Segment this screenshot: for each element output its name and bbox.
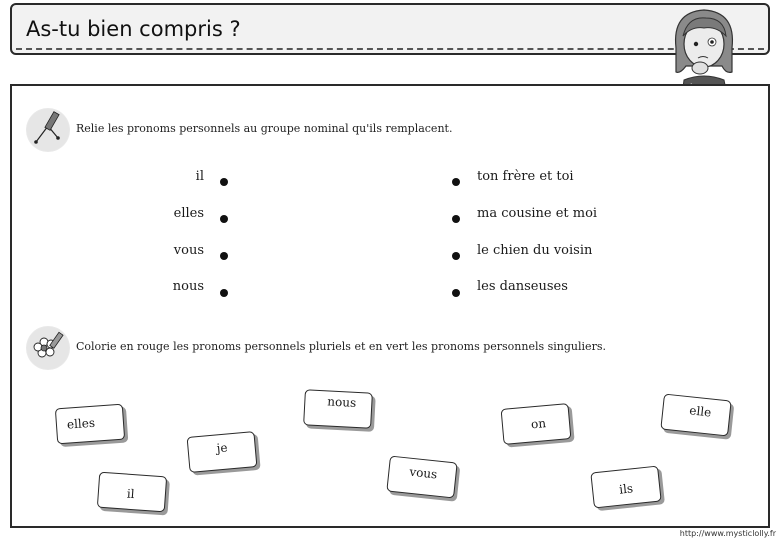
pronoun-vous: vous xyxy=(173,243,204,258)
card-label: on xyxy=(530,416,547,432)
exercise2-instruction: Colorie en rouge les pronoms personnels pluriels et en vert les pronoms personnels singuliers. xyxy=(76,340,606,353)
flower-coloring-icon xyxy=(26,326,70,370)
pronoun-nous: nous xyxy=(172,279,204,294)
group-ton-frere-et-toi: ton frère et toi xyxy=(477,169,574,184)
pronoun-card-il[interactable] xyxy=(97,472,167,513)
pronoun-card-ils[interactable] xyxy=(590,466,661,509)
pronoun-card-je[interactable] xyxy=(187,431,258,473)
pronoun-card-vous[interactable] xyxy=(386,456,457,499)
link-dot-right[interactable] xyxy=(452,215,460,223)
link-dot-left[interactable] xyxy=(220,289,228,297)
exercise-panel xyxy=(10,84,770,528)
pronoun-elles: elles xyxy=(173,206,204,221)
card-label: elle xyxy=(688,403,712,420)
card-label: ils xyxy=(618,481,634,497)
pronoun-card-nous[interactable] xyxy=(303,389,373,429)
card-label: vous xyxy=(408,464,438,482)
pencil-link-icon xyxy=(26,108,70,152)
link-dot-left[interactable] xyxy=(220,215,228,223)
pronoun-card-on[interactable] xyxy=(501,403,572,445)
card-label: il xyxy=(126,486,136,502)
card-label: je xyxy=(216,440,229,456)
link-dot-right[interactable] xyxy=(452,178,460,186)
pronoun-card-elle[interactable] xyxy=(660,394,731,437)
pronoun-card-elles[interactable] xyxy=(55,404,125,445)
group-les-danseuses: les danseuses xyxy=(477,279,568,294)
title-banner xyxy=(10,3,770,55)
exercise1-instruction: Relie les pronoms personnels au groupe nominal qu'ils remplacent. xyxy=(76,122,453,135)
link-dot-right[interactable] xyxy=(452,289,460,297)
pronoun-il: il xyxy=(195,169,204,184)
footer-url: http://www.mysticlolly.fr xyxy=(679,529,776,538)
group-ma-cousine-et-moi: ma cousine et moi xyxy=(477,206,598,221)
page-title: As-tu bien compris ? xyxy=(26,17,241,41)
group-le-chien-du-voisin: le chien du voisin xyxy=(477,243,593,258)
card-label: elles xyxy=(66,415,96,432)
card-label: nous xyxy=(327,394,357,410)
link-dot-left[interactable] xyxy=(220,252,228,260)
link-dot-right[interactable] xyxy=(452,252,460,260)
link-dot-left[interactable] xyxy=(220,178,228,186)
